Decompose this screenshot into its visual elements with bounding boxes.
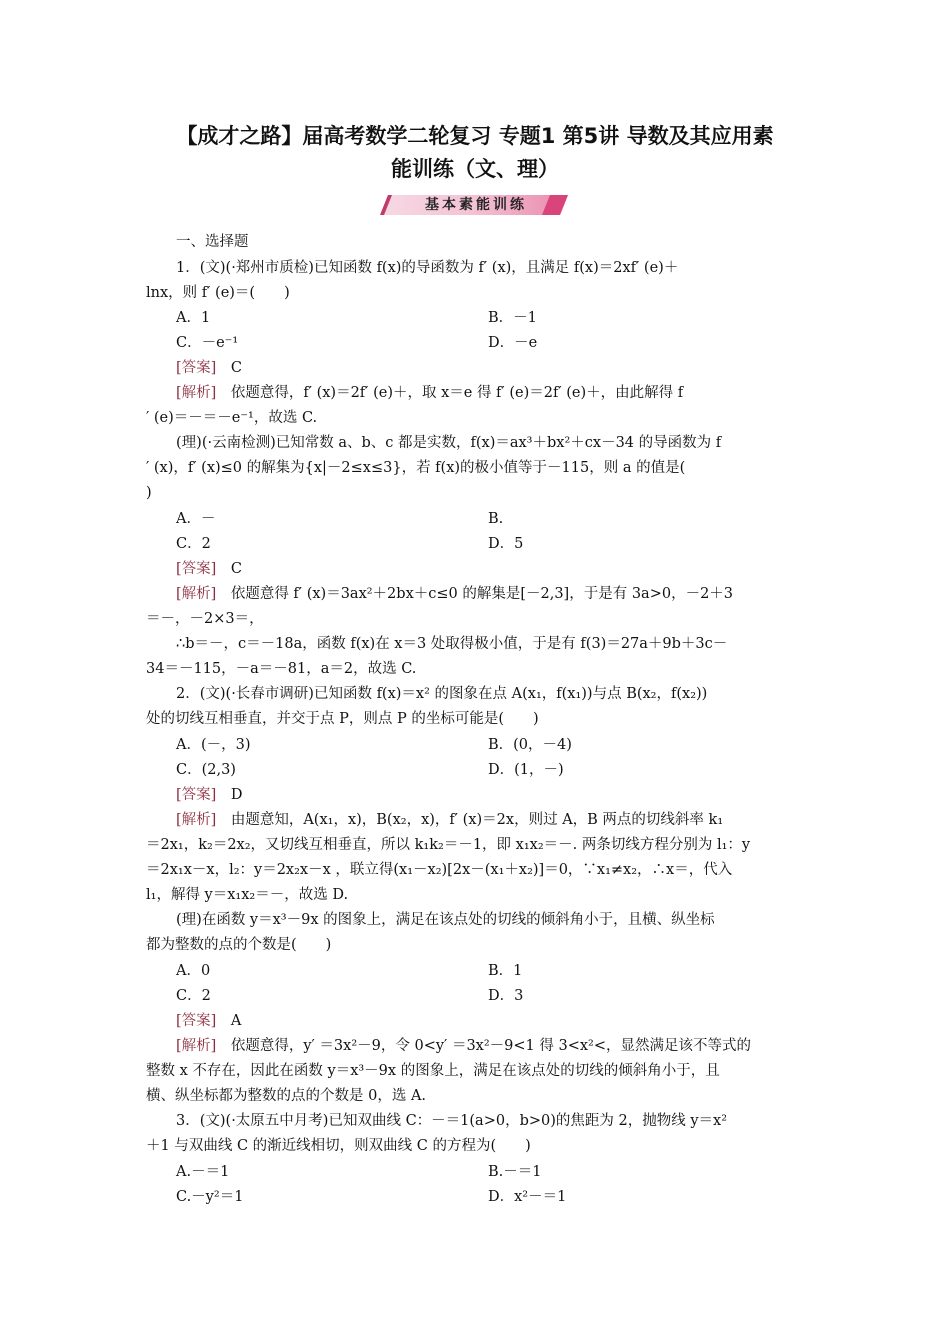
- answer-value: D: [230, 787, 243, 803]
- q2-stem-line-1: 2．(文)(·长春市调研)已知函数 f(x)＝x² 的图象在点 A(x₁，f(x₁))与点 B(x₂，f(x₂)): [176, 686, 708, 702]
- title-line-2: 能训练（文、理）: [391, 157, 559, 181]
- q1-option-c: C．－e⁻¹: [176, 335, 239, 351]
- q3-option-d: D．x²－＝1: [488, 1189, 567, 1205]
- q1-stem-line-1: 1．(文)(·郑州市质检)已知函数 f(x)的导函数为 f′ (x)，且满足 f(x)＝2xf′ (e)＋: [176, 260, 679, 276]
- q2-solution-line-1: [176, 810, 723, 830]
- q2-solution-line-3: ＝2x₁x－x，l₂：y＝2x₂x－x ，联立得(x₁－x₂)[2x－(x₁＋x₂)]＝0，∵x₁≠x₂，∴x＝，代入: [146, 862, 733, 878]
- q2b-solution-line-3: 横、纵坐标都为整数的点的个数是 0，选 A.: [146, 1088, 427, 1104]
- q1b-stem-line-3: ): [146, 485, 152, 501]
- section-heading: 一、选择题: [176, 234, 249, 250]
- q1b-solution-line-3: ∴b＝－，c＝－18a，函数 f(x)在 x＝3 处取得极小值，于是有 f(3)＝27a＋9b＋3c－: [176, 636, 728, 652]
- q3-stem-line-1: 3．(文)(·太原五中月考)已知双曲线 C：－＝1(a>0，b>0)的焦距为 2，抛物线 y＝x²: [176, 1113, 728, 1129]
- solution-tag: [解析]: [176, 385, 217, 401]
- q3-option-b: B.－＝1: [488, 1164, 542, 1180]
- answer-tag: [答案]: [176, 561, 217, 577]
- q2-option-b: B．(0，－4): [488, 737, 572, 753]
- answer-value: A: [230, 1013, 242, 1029]
- q1b-option-a: A．－: [176, 511, 216, 527]
- q2b-stem-line-1: (理)在函数 y＝x³－9x 的图象上，满足在该点处的切线的倾斜角小于，且横、纵坐标: [176, 912, 715, 928]
- solution-tag: [解析]: [176, 812, 217, 828]
- q1-stem-line-2: lnx，则 f′ (e)＝( ): [146, 285, 290, 301]
- q2-answer: [176, 785, 242, 805]
- q2b-option-c: C．2: [176, 988, 211, 1004]
- q2-stem-line-2: 处的切线互相垂直，并交于点 P，则点 P 的坐标可能是( ): [146, 711, 539, 727]
- solution-text: 依题意得 f′ (x)＝3ax²＋2bx＋c≤0 的解集是[－2,3]，于是有 3a>0，－2＋3: [230, 586, 734, 602]
- q1b-solution-line-1: [176, 584, 733, 604]
- page-title: [120, 120, 830, 186]
- solution-tag: [解析]: [176, 586, 217, 602]
- q2b-option-d: D．3: [488, 988, 524, 1004]
- q1b-stem-line-1: (理)(·云南检测)已知常数 a、b、c 都是实数，f(x)＝ax³＋bx²＋cx－34 的导函数为 f: [176, 435, 722, 451]
- q2b-option-a: A．0: [176, 963, 211, 979]
- q1b-solution-line-2: ＝－，－2×3＝，: [146, 611, 264, 627]
- q2b-solution-line-1: [176, 1036, 751, 1056]
- title-line-1: 【成才之路】届高考数学二轮复习 专题1 第5讲 导数及其应用素: [176, 124, 774, 148]
- q2-solution-line-2: ＝2x₁，k₂＝2x₂，又切线互相垂直，所以 k₁k₂＝－1，即 x₁x₂＝－. 两条切线方程分别为 l₁：y: [146, 837, 751, 853]
- solution-text: 依题意得，f′ (x)＝2f′ (e)＋，取 x＝e 得 f′ (e)＝2f′ (e)＋，由此解得 f: [230, 385, 684, 401]
- q2-solution-line-4: l₁，解得 y＝x₁x₂＝－，故选 D.: [146, 887, 349, 903]
- q2b-answer: [176, 1011, 241, 1031]
- q1b-answer: [176, 559, 242, 579]
- q3-option-a: A.－＝1: [176, 1164, 230, 1180]
- answer-tag: [答案]: [176, 787, 217, 803]
- q1-option-d: D．－e: [488, 335, 538, 351]
- q1b-stem-line-2: ′ (x)，f′ (x)≤0 的解集为{x|－2≤x≤3}，若 f(x)的极小值等于－115，则 a 的值是(: [146, 460, 686, 476]
- answer-value: C: [230, 360, 242, 376]
- q1-solution-line-1: [176, 383, 683, 403]
- q3-stem-line-2: ＋1 与双曲线 C 的渐近线相切，则双曲线 C 的方程为( ): [146, 1138, 531, 1154]
- solution-text: 依题意得，y′ ＝3x²－9，令 0<y′ ＝3x²－9<1 得 3<x²<，显然满足该不等式的: [230, 1038, 751, 1054]
- q1-option-b: B．－1: [488, 310, 537, 326]
- q1-option-a: A．1: [176, 310, 211, 326]
- q1-answer: [176, 358, 242, 378]
- section-banner: [378, 193, 574, 217]
- q1b-option-b: B.: [488, 511, 504, 527]
- q1b-solution-line-4: 34＝－115，－a＝－81，a＝2，故选 C.: [146, 661, 417, 677]
- banner-label: 基本素能训练: [425, 197, 527, 213]
- q1b-option-d: D．5: [488, 536, 524, 552]
- q2-option-d: D．(1，－): [488, 762, 564, 778]
- q2b-stem-line-2: 都为整数的点的个数是( ): [146, 937, 332, 953]
- q3-option-c: C.－y²＝1: [176, 1189, 244, 1205]
- q2-option-c: C．(2,3): [176, 762, 236, 778]
- answer-tag: [答案]: [176, 360, 217, 376]
- q1b-option-c: C．2: [176, 536, 211, 552]
- answer-value: C: [230, 561, 242, 577]
- answer-tag: [答案]: [176, 1013, 217, 1029]
- q1-solution-line-2: ′ (e)＝－＝－e⁻¹，故选 C.: [146, 410, 318, 426]
- solution-text: 由题意知，A(x₁，x)，B(x₂，x)，f′ (x)＝2x，则过 A，B 两点的切线斜率 k₁: [230, 812, 724, 828]
- q2b-solution-line-2: 整数 x 不存在，因此在函数 y＝x³－9x 的图象上，满足在该点处的切线的倾斜角小于，且: [146, 1063, 720, 1079]
- q2b-option-b: B．1: [488, 963, 523, 979]
- q2-option-a: A．(－，3): [176, 737, 251, 753]
- solution-tag: [解析]: [176, 1038, 217, 1054]
